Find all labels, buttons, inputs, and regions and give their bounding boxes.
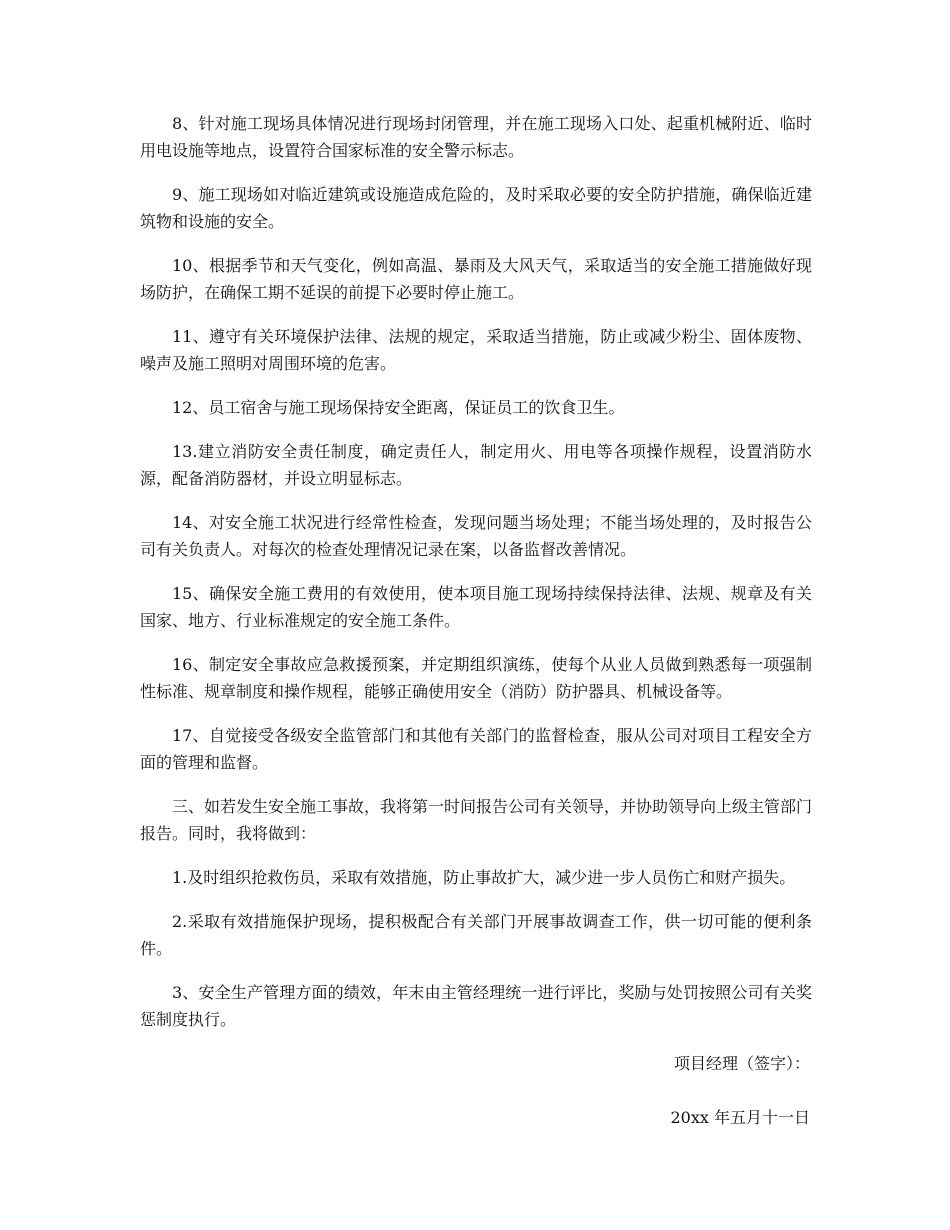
paragraph-item-12: 12、员工宿舍与施工现场保持安全距离，保证员工的饮食卫生。	[172, 398, 625, 417]
measure-item-2: 2.采取有效措施保护现场，提积极配合有关部门开展事故调查工作，供一切可能的便利条件。	[140, 912, 812, 958]
paragraph-item-14: 14、对安全施工状况进行经常性检查，发现问题当场处理；不能当场处理的，及时报告公司有关负责人。对每次的检查处理情况记录在案，以备监督改善情况。	[140, 513, 812, 559]
measure-item-3: 3、安全生产管理方面的绩效，年末由主管经理统一进行评比，奖励与处罚按照公司有关奖惩制度执行。	[140, 983, 812, 1029]
signature-line: 项目经理（签字）：	[673, 1054, 810, 1073]
paragraph-item-17: 17、自觉接受各级安全监管部门和其他有关部门的监督检查，服从公司对项目工程安全方面的管理和监督。	[140, 726, 812, 772]
paragraph-item-13: 13.建立消防安全责任制度，确定责任人，制定用火、用电等各项操作规程，设置消防水源，配备消防器材，并设立明显标志。	[140, 442, 812, 488]
paragraph-item-10: 10、根据季节和天气变化，例如高温、暴雨及大风天气，采取适当的安全施工措施做好现场防护，在确保工期不延误的前提下必要时停止施工。	[140, 256, 812, 302]
section-three-paragraph: 三、如若发生安全施工事故，我将第一时间报告公司有关领导，并协助领导向上级主管部门报告。同时，我将做到：	[140, 797, 813, 843]
paragraph-item-15: 15、确保安全施工费用的有效使用，使本项目施工现场持续保持法律、法规、规章及有关国家、地方、行业标准规定的安全施工条件。	[140, 584, 812, 630]
date-line: 20xx 年五月十一日	[670, 1108, 810, 1127]
measure-item-1: 1.及时组织抢救伤员，采取有效措施，防止事故扩大，减少进一步人员伤亡和财产损失。	[172, 868, 796, 887]
document-body	[140, 110, 812, 1131]
paragraph-item-9: 9、施工现场如对临近建筑或设施造成危险的，及时采取必要的安全防护措施，确保临近建筑物和设施的安全。	[140, 185, 812, 231]
paragraph-item-8: 8、针对施工现场具体情况进行现场封闭管理，并在施工现场入口处、起重机械附近、临时用电设施等地点，设置符合国家标准的安全警示标志。	[140, 114, 812, 160]
paragraph-item-16: 16、制定安全事故应急救援预案，并定期组织演练，使每个从业人员做到熟悉每一项强制性标准、规章制度和操作规程，能够正确使用安全（消防）防护器具、机械设备等。	[140, 655, 812, 701]
paragraph-item-11: 11、遵守有关环境保护法律、法规的规定，采取适当措施，防止或减少粉尘、固体废物、噪声及施工照明对周围环境的危害。	[140, 327, 812, 373]
